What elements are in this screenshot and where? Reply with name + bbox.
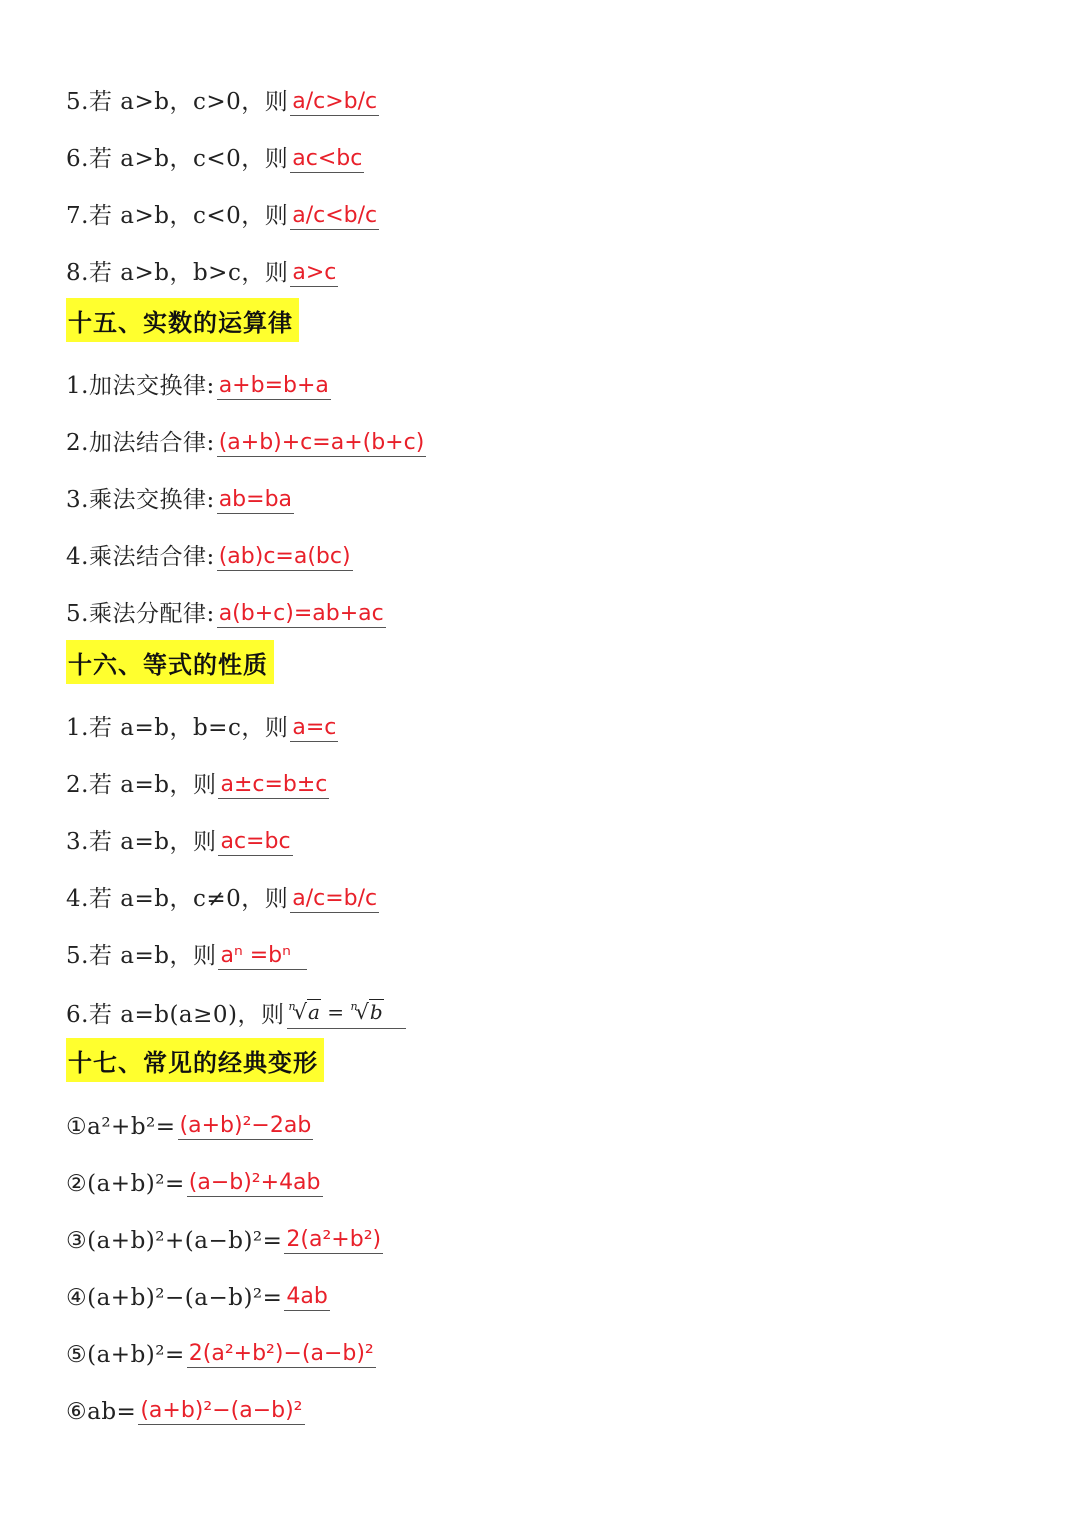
answer-blank: a>c [290,260,338,287]
section-heading: 十五、实数的运算律 [66,298,299,342]
list-item [66,1210,383,1254]
answer-blank: 2(a²+b²) [284,1227,383,1254]
answer-blank: (a+b)²−2ab [178,1113,314,1140]
answer-blank: ac=bc [218,829,292,856]
list-item [66,1324,376,1368]
item-prefix: ②(a+b)²= [66,1171,185,1197]
item-prefix: 1.加法交换律: [66,373,215,399]
answer-blank: (a+b)+c=a+(b+c) [217,430,427,457]
item-prefix: 5.乘法分配律: [66,601,215,627]
answer-blank: (a−b)²+4ab [187,1170,323,1197]
item-prefix: 7.若 a>b，c<0，则 [66,203,289,229]
list-item [66,470,294,514]
item-prefix: 6.若 a>b，c<0，则 [66,146,289,172]
item-prefix: 4.若 a=b，c≠0，则 [66,886,289,912]
answer-blank: (a+b)²−(a−b)² [138,1398,304,1425]
list-item [66,698,338,742]
list-item [66,72,379,116]
list-item [66,356,331,400]
answer-blank: aⁿ =bⁿ [218,943,306,970]
list-item [66,812,293,856]
item-prefix: ⑥ab= [66,1399,137,1425]
root-index: n [288,1000,296,1013]
list-item [66,1267,330,1311]
answer-blank: (ab)c=a(bc) [217,544,353,571]
item-prefix: 3.若 a=b，则 [66,829,217,855]
item-prefix: 1.若 a=b，b=c，则 [66,715,289,741]
item-prefix: 2.若 a=b，则 [66,772,217,798]
answer-blank: a(b+c)=ab+ac [217,601,386,628]
answer-blank: a/c<b/c [290,203,379,230]
section-heading: 十六、等式的性质 [66,640,274,684]
answer-blank: a/c>b/c [290,89,379,116]
answer-blank: 4ab [284,1284,329,1311]
item-prefix: ①a²+b²= [66,1114,176,1140]
answer-blank: 2(a²+b²)−(a−b)² [187,1341,376,1368]
answer-blank: a/c=b/c [290,886,379,913]
item-prefix: ④(a+b)²−(a−b)²= [66,1285,283,1311]
list-item [66,1381,305,1425]
radicand: a [308,1000,320,1024]
item-prefix: 8.若 a>b，b>c，则 [66,260,289,286]
list-item [66,985,406,1029]
list-item [66,186,379,230]
list-item [66,755,329,799]
list-item [66,243,338,287]
radical-sign: √ [355,1000,369,1024]
list-item [66,926,307,970]
item-prefix: 3.乘法交换律: [66,487,215,513]
item-prefix: ③(a+b)²+(a−b)²= [66,1228,283,1254]
item-prefix: 6.若 a=b(a≥0)，则 [66,1002,285,1028]
item-prefix: 5.若 a>b，c>0，则 [66,89,289,115]
list-item [66,869,379,913]
item-prefix: ⑤(a+b)²= [66,1342,185,1368]
answer-blank: ab=ba [217,487,294,514]
root-index: n [350,1000,358,1013]
item-prefix: 2.加法结合律: [66,430,215,456]
list-item [66,527,353,571]
answer-blank: a±c=b±c [218,772,329,799]
item-prefix: 4.乘法结合律: [66,544,215,570]
equals-sign: = [320,1000,351,1024]
root-formula [287,1000,406,1029]
section-heading: 十七、常见的经典变形 [66,1038,324,1082]
list-item [66,413,426,457]
radicand: b [369,1000,383,1024]
list-item [66,1096,313,1140]
list-item [66,129,364,173]
answer-blank: a=c [290,715,338,742]
list-item [66,1153,323,1197]
item-prefix: 5.若 a=b，则 [66,943,217,969]
answer-blank: ac<bc [290,146,364,173]
list-item [66,584,386,628]
radical-sign: √ [293,1000,308,1024]
answer-blank: a+b=b+a [217,373,331,400]
